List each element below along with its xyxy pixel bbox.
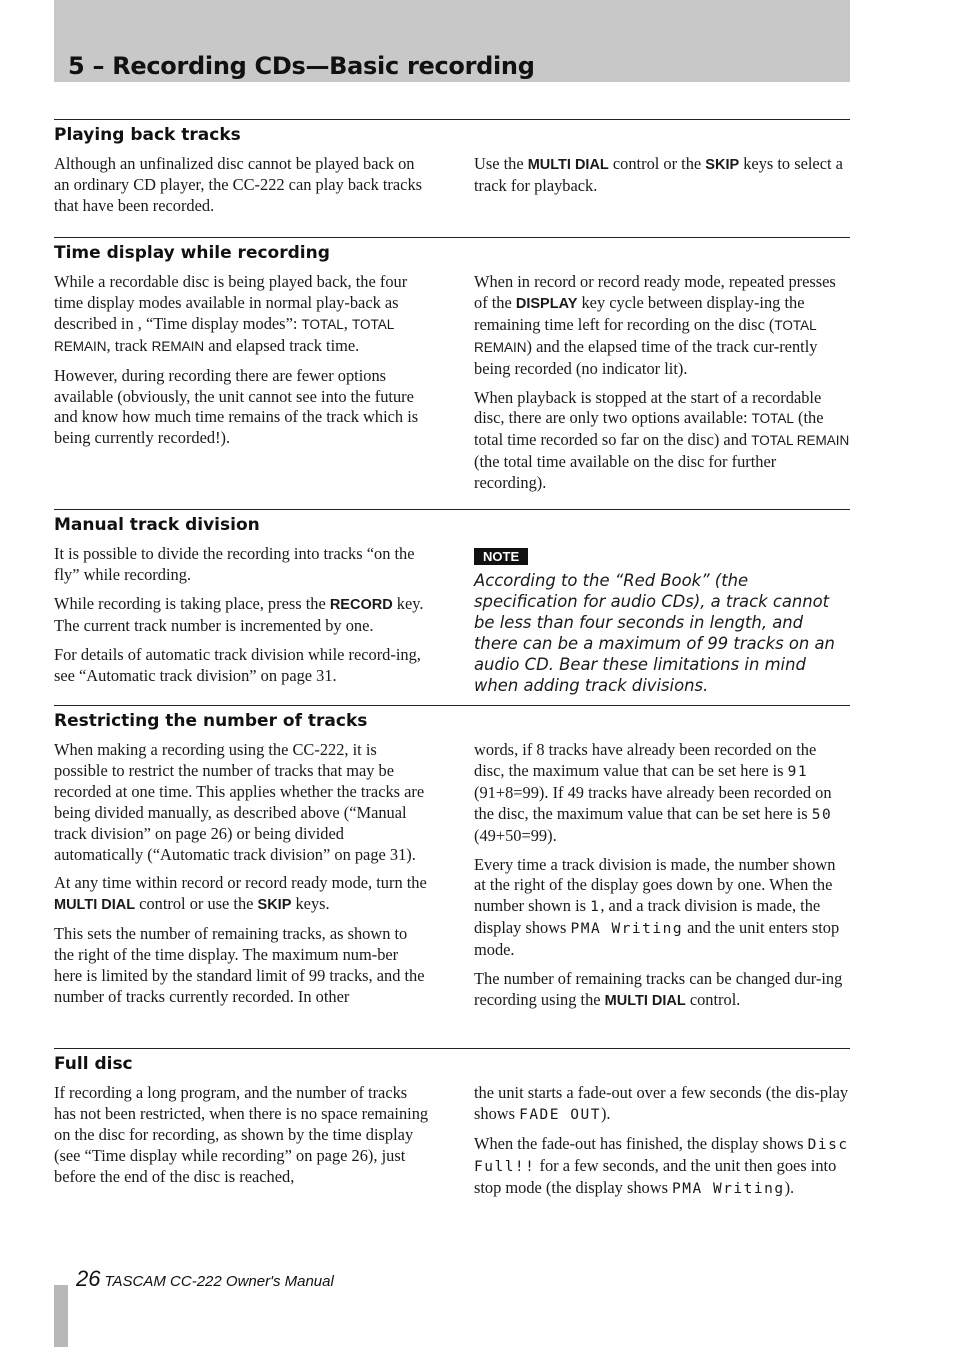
right-column (474, 272, 850, 502)
paragraph: While a recordable disc is being played back, the four time display modes available in normal play-back as described in , “Time display modes”: TOTAL, TOTAL REMAIN, track REMAIN and elapsed track time. (54, 272, 408, 355)
paragraph: When making a recording using the CC-222, it is possible to restrict the number of tracks that may be recorded at one time. This applies whether the tracks are being divided manually, as described above (“Manual track division” on page 26) or being divided automatically (“Automatic track division” on page 31). (54, 740, 425, 864)
chapter-title: 5 – Recording CDs—Basic recording (68, 52, 535, 80)
section-restricting-number-of-tracks (54, 705, 850, 1046)
section-title: Time display while recording (54, 243, 330, 263)
lcd-readout: Disc Full!! (474, 1136, 849, 1175)
lcd-readout: PMA Writing (672, 1180, 785, 1197)
paragraph: Although an unfinalized disc cannot be played back on an ordinary CD player, the CC-222 can play back tracks that have been recorded. (54, 154, 423, 215)
left-column (54, 1083, 430, 1196)
paragraph: If recording a long program, and the number of tracks has not been restricted, when there is no space remaining on the disc for recording, as shown by the time display (see “Time display while recording” on page 26), just before the end of the disc is reached, (54, 1083, 429, 1186)
section-playing-back-tracks (54, 119, 850, 235)
paragraph: It is possible to divide the recording into tracks “on the fly” while recording. (54, 544, 415, 584)
footer-bar (54, 1285, 68, 1347)
key-name: SKIP (257, 897, 292, 914)
chapter-banner (54, 0, 850, 82)
manual-title: TASCAM CC-222 Owner's Manual (104, 1273, 334, 1290)
page-number: 26 (76, 1266, 101, 1291)
lcd-readout: 50 (811, 806, 833, 823)
lcd-readout: PMA Writing (570, 921, 684, 938)
display-mode-name: TOTAL (751, 411, 794, 427)
right-column (474, 1083, 850, 1208)
section-time-display-while-recording (54, 237, 850, 508)
display-mode-name: REMAIN (151, 338, 205, 354)
section-title: Manual track division (54, 515, 260, 535)
paragraph: When playback is stopped at the start of a recordable disc, there are only two options available: TOTAL (the total time recorded so far on the disc) and TOTAL REMAIN (the total time available on the disc for further recording). (474, 387, 850, 493)
lcd-readout: 1 (590, 899, 601, 916)
paragraph: At any time within record or record ready mode, turn the MULTI DIAL control or use the SKIP keys. (54, 873, 427, 914)
display-mode-name: TOTAL REMAIN (54, 316, 394, 354)
right-column (474, 740, 850, 1020)
note-text: According to the “Red Book” (the specification for audio CDs), a track cannot be less than four seconds in length, and there can be a maximum of 99 tracks on an audio CD. Bear these limitations in mind when adding track divisions. (474, 571, 835, 695)
paragraph: However, during recording there are fewer options available (obviously, the unit cannot see into the future and know how much time remains of the track which is being currently recorded!). (54, 365, 419, 448)
display-mode-name: TOTAL REMAIN (474, 317, 817, 355)
key-name: MULTI DIAL (604, 992, 686, 1009)
paragraph: When in record or record ready mode, repeated presses of the DISPLAY key cycle between display-ing the remaining time left for recording on the disc (TOTAL REMAIN) and the elapsed time of the track cur-rently being recorded (no indicator lit). (474, 272, 836, 378)
lcd-readout: 91 (787, 763, 809, 780)
note-badge: NOTE (474, 548, 528, 565)
paragraph: For details of automatic track division while record-ing, see “Automatic track division” on page 31. (54, 644, 421, 685)
note-box (474, 548, 850, 704)
paragraph: Every time a track division is made, the number shown at the right of the display goes down by one. When the number shown is 1, and a track division is made, the display shows PMA Writing and the unit enters stop mode. (474, 854, 840, 960)
left-column (54, 740, 430, 1016)
right-column (474, 154, 850, 205)
key-name: RECORD (329, 596, 393, 613)
section-manual-track-division (54, 509, 850, 705)
left-column (54, 544, 430, 694)
key-name: MULTI DIAL (527, 157, 609, 173)
paragraph: the unit starts a fade-out over a few seconds (the dis-play shows FADE OUT). (474, 1083, 849, 1123)
paragraph: The number of remaining tracks can be changed dur-ing recording using the MULTI DIAL control. (474, 969, 843, 1009)
section-title: Restricting the number of tracks (54, 711, 368, 731)
paragraph: words, if 8 tracks have already been recorded on the disc, the maximum value that can be set here is 91 (91+8=99). If 49 tracks have already been recorded on the disc, the maximum value that can be set here is 50 (49+50=99). (474, 740, 833, 845)
left-column (54, 154, 430, 225)
left-column (54, 272, 430, 457)
display-mode-name: TOTAL REMAIN (751, 433, 850, 449)
paragraph: When the fade-out has finished, the display shows Disc Full!! for a few seconds, and the unit then goes into stop mode (the display shows PMA Writing). (474, 1133, 849, 1197)
page-footer (76, 1266, 334, 1292)
display-mode-name: TOTAL (301, 316, 344, 332)
section-full-disc (54, 1048, 850, 1229)
paragraph: While recording is taking place, press the RECORD key. The current track number is incremented by one. (54, 593, 424, 635)
section-title: Playing back tracks (54, 125, 241, 145)
lcd-readout: FADE OUT (519, 1106, 601, 1123)
key-name: SKIP (705, 157, 740, 173)
key-name: MULTI DIAL (54, 897, 136, 914)
section-title: Full disc (54, 1054, 133, 1074)
paragraph: Use the MULTI DIAL control or the SKIP keys to select a track for playback. (474, 154, 843, 195)
key-name: DISPLAY (515, 295, 578, 312)
paragraph: This sets the number of remaining tracks, as shown to the right of the time display. The maximum num-ber here is limited by the standard limit of 99 tracks, and the number of tracks currently recorded. In other (54, 924, 425, 1006)
